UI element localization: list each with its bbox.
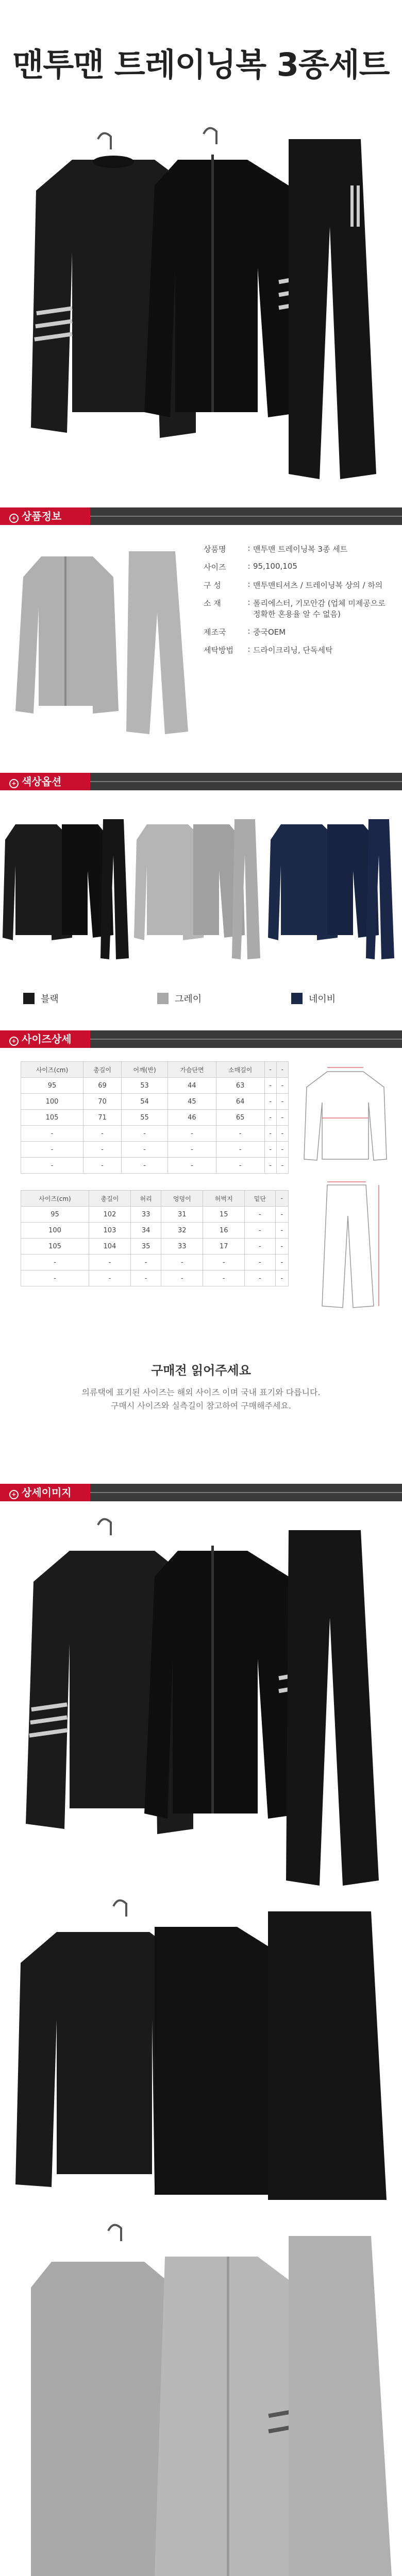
gray-set-image	[134, 819, 260, 959]
bottom-size-table	[21, 1190, 289, 1286]
info-label: 제조국	[204, 628, 226, 637]
color-option-navy[interactable]	[291, 992, 402, 1005]
plus-circle-icon: +	[9, 1037, 19, 1046]
notice-line: 구매시 사이즈와 실측길이 참고하여 구매해주세요.	[110, 1401, 291, 1411]
section-header-bar	[0, 773, 402, 790]
section-tab	[0, 1484, 90, 1501]
table-header-row	[21, 1191, 289, 1207]
detail-photo-gray-set	[0, 2215, 402, 2576]
section-tab	[0, 507, 90, 525]
section-tab	[0, 773, 90, 790]
color-swatch	[291, 993, 303, 1004]
table-row: - - - - - - -	[21, 1126, 289, 1142]
section-title: 색상옵션	[22, 775, 62, 788]
info-separator: :	[247, 580, 250, 589]
table-row: - - - - - - -	[21, 1142, 289, 1158]
info-value: 드라이크리닝, 단독세탁	[253, 646, 333, 655]
divider	[90, 516, 402, 517]
section-title: 상세이미지	[22, 1486, 72, 1499]
info-row	[204, 544, 394, 554]
color-options-section	[0, 773, 402, 1020]
table-header-cell: 밑단	[245, 1191, 275, 1207]
table-header-cell: -	[276, 1062, 288, 1078]
divider	[90, 781, 402, 782]
section-header-bar	[0, 507, 402, 525]
info-label: 사이즈	[204, 563, 226, 572]
info-label: 소 재	[204, 599, 221, 608]
table-row: - - - - - - -	[21, 1270, 289, 1286]
divider	[90, 1492, 402, 1493]
info-separator: :	[247, 645, 250, 654]
table-row: 105 71 55 46 65 - -	[21, 1110, 289, 1126]
notice-line: 의류택에 표기된 사이즈는 해외 사이즈 이며 국내 표기와 다릅니다.	[81, 1387, 321, 1397]
section-header-bar	[0, 1030, 402, 1048]
table-header-row	[21, 1062, 289, 1078]
section-title: 상품정보	[22, 510, 62, 522]
section-title: 사이즈상세	[22, 1033, 72, 1045]
table-header-cell: 사이즈(cm)	[21, 1062, 83, 1078]
table-header-cell: 가슴단면	[168, 1062, 216, 1078]
detail-images-section	[0, 1484, 402, 1501]
color-label: 그레이	[175, 994, 202, 1005]
table-row: 95 69 53 44 63 - -	[21, 1078, 289, 1094]
notice-heading: 구매전 읽어주세요	[151, 1363, 251, 1378]
info-separator: :	[247, 598, 250, 607]
table-header-cell: 소매길이	[216, 1062, 264, 1078]
table-header-cell: -	[264, 1062, 276, 1078]
info-value: 맨투맨티셔츠 / 트레이닝복 상의 / 하의	[253, 581, 383, 590]
info-label: 상품명	[204, 545, 226, 554]
info-row	[204, 626, 394, 637]
bottom-measure-diagram	[309, 1180, 387, 1314]
color-swatch	[157, 993, 169, 1004]
page-title: 맨투맨 트레이닝복 3종세트	[12, 45, 390, 83]
size-detail-section	[0, 1030, 402, 1319]
table-row: 95 102 33 31 15 - -	[21, 1207, 289, 1223]
plus-circle-icon: +	[9, 514, 19, 523]
section-header-bar	[0, 1484, 402, 1501]
plus-circle-icon: +	[9, 1490, 19, 1499]
hero-product-photo	[0, 124, 402, 484]
info-label: 구 성	[204, 581, 221, 590]
table-row: 105 104 35 33 17 - -	[21, 1239, 289, 1255]
info-label: 세탁방법	[204, 646, 233, 655]
product-info-table	[204, 544, 394, 663]
table-header-cell: -	[275, 1191, 288, 1207]
table-header-cell: 어깨(반)	[122, 1062, 168, 1078]
table-header-cell: 총길이	[89, 1191, 131, 1207]
detail-photo-sweatshirt-jacket	[0, 1896, 402, 2205]
info-separator: :	[247, 626, 250, 636]
detail-photo-black-set	[0, 1510, 402, 1891]
color-label: 네이비	[309, 994, 336, 1005]
table-header-cell: 허리	[130, 1191, 161, 1207]
info-value: 중국OEM	[253, 628, 286, 637]
info-row	[204, 580, 394, 590]
info-row	[204, 598, 394, 619]
plus-circle-icon: +	[9, 779, 19, 788]
table-header-cell: 총길이	[83, 1062, 121, 1078]
section-tab	[0, 1030, 90, 1048]
table-row: 100 70 54 45 64 - -	[21, 1094, 289, 1110]
color-options-photo	[0, 804, 402, 974]
info-row	[204, 562, 394, 572]
info-value: 맨투맨 트레이닝복 3종 세트	[253, 545, 348, 554]
color-option-black[interactable]	[23, 992, 147, 1005]
product-info-section	[0, 507, 402, 755]
divider	[90, 1039, 402, 1040]
table-header-cell: 엉덩이	[161, 1191, 203, 1207]
table-row: - - - - - - -	[21, 1158, 289, 1174]
color-option-gray[interactable]	[157, 992, 281, 1005]
color-label: 블랙	[41, 994, 59, 1005]
table-row: 100 103 34 32 16 - -	[21, 1223, 289, 1239]
info-value: 폴리에스터, 기모안감 (업체 미제공으로 정확한 혼용율 알 수 없음)	[253, 599, 386, 619]
table-header-cell: 사이즈(cm)	[21, 1191, 89, 1207]
info-value: 95,100,105	[253, 562, 297, 571]
color-swatch	[23, 993, 35, 1004]
black-set-image	[3, 819, 129, 959]
table-row: - - - - - - -	[21, 1255, 289, 1270]
top-size-table	[21, 1061, 289, 1174]
info-row	[204, 645, 394, 655]
color-swatch-row	[0, 992, 402, 1012]
info-separator: :	[247, 544, 250, 553]
info-separator: :	[247, 562, 250, 571]
product-info-photo	[10, 536, 196, 742]
navy-set-image	[268, 819, 394, 959]
table-header-cell: 허벅지	[203, 1191, 245, 1207]
top-measure-diagram	[299, 1061, 392, 1170]
